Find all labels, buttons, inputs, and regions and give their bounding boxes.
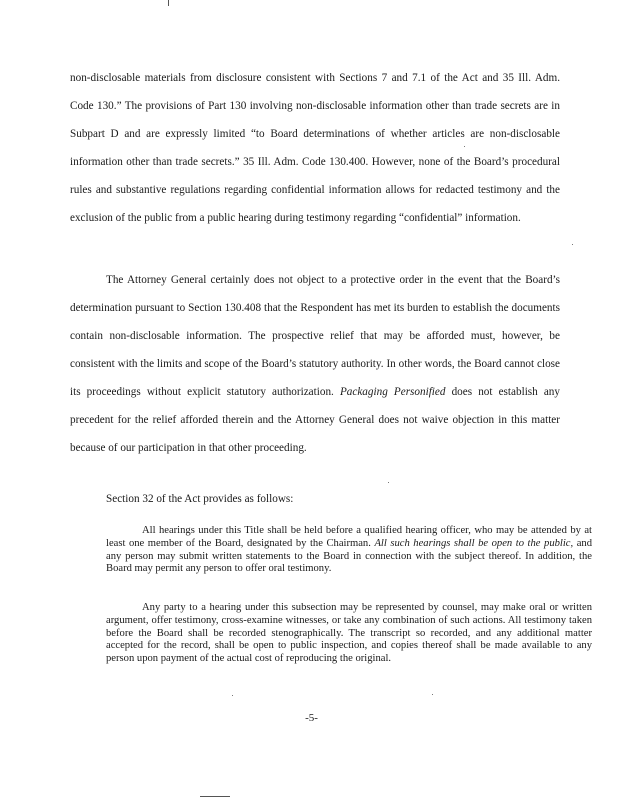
paragraph-1-text: non-disclosable materials from disclosure consistent with Sections 7 and 7.1 of the Act and 35 Ill. Adm. Code 130.” The provisions of Part 130 involving non-disclosable information other than trade secrets are in Subpart D and are expressly limited “to Board determinations of whether articles are non-disclosable information other than trade secrets.” 35 Ill. Adm. Code 130.400. However, none of the Board’s procedural rules and substantive regulations regarding confidential information allows for redacted testimony and the exclusion of the public from a public hearing during testimony regarding “confidential” information. [70, 72, 560, 224]
paragraph-2-text-after: does not establish any precedent for the relief afforded therein and the Attorney General does not waive objection in this matter because of our participation in that other proceeding. [70, 386, 560, 454]
scan-speck [464, 146, 465, 147]
scan-speck [232, 695, 233, 696]
block-quote-2-text: Any party to a hearing under this subsection may be represented by counsel, may make oral or written argument, offer testimony, cross-examine witnesses, or take any combination of such actions. All testimony taken before the Board shall be recorded stenographically. The transcript so recorded, and any additional matter accepted for the record, shall be open to public inspection, and copies thereof shall be made available to any person upon payment of the actual cost of reproducing the original. [106, 602, 592, 665]
scan-artifact-bottom [200, 796, 230, 797]
paragraph-2-text-before: The Attorney General certainly does not object to a protective order in the event that the Board’s determination pursuant to Section 130.408 that the Respondent has met its burden to establish the documents contain non-disclosable information. The prospective relief that may be afforded must, however, be consistent with the limits and scope of the Board’s statutory authority. In other words, the Board cannot close its proceedings without explicit statutory authorization. [70, 274, 560, 398]
block-quote-1 [106, 525, 592, 576]
scan-artifact-top [168, 0, 169, 6]
block-quote-1-italic: All such hearings shall be open to the public, [374, 537, 574, 549]
scan-speck [432, 694, 433, 695]
body-paragraph-3 [106, 490, 566, 508]
case-name-italic: Packaging Personified [339, 386, 446, 398]
body-paragraph-1 [70, 64, 560, 232]
block-quote-1-text-after: and any person may submit written statements to the Board in connection with the subject thereof. In addition, the Board may permit any person to offer oral testimony. [106, 537, 592, 575]
block-quote-2 [106, 602, 592, 666]
body-paragraph-2 [70, 266, 560, 462]
scan-speck [572, 244, 573, 245]
paragraph-3-text: Section 32 of the Act provides as follows: [106, 493, 294, 505]
page-number: -5- [305, 712, 318, 724]
block-quote-1-text-before: All hearings under this Title shall be held before a qualified hearing officer, who may be attended by at least one member of the Board, designated by the Chairman. [106, 525, 592, 549]
scan-speck [388, 482, 389, 483]
